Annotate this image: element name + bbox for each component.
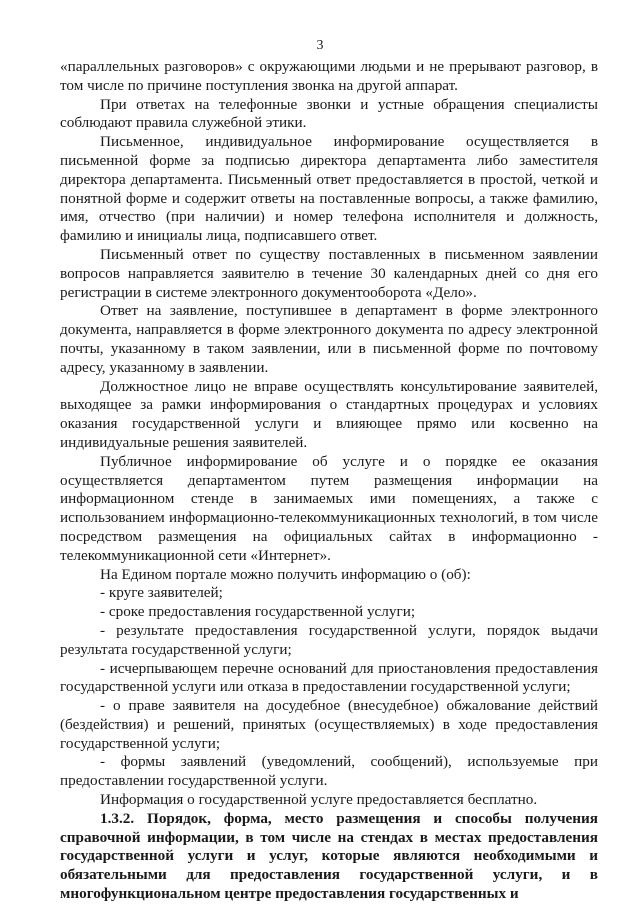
paragraph: - исчерпывающем перечне оснований для приостановления предоставления государственной услуги или отказа в предоставлении государственной услуги; bbox=[60, 659, 598, 696]
paragraph: Письменный ответ по существу поставленных в письменном заявлении вопросов направляется заявителю в течение 30 календарных дней со дня его регистрации в системе электронного документооборота «Дело». bbox=[60, 245, 598, 301]
paragraph: Должностное лицо не вправе осуществлять консультирование заявителей, выходящее за рамки информирования о стандартных процедурах и условиях оказания государственной услуги и влияющее прямо или косвенно на индивидуальные решения заявителей. bbox=[60, 377, 598, 451]
paragraph: При ответах на телефонные звонки и устные обращения специалисты соблюдают правила служебной этики. bbox=[60, 95, 598, 132]
paragraph: - результате предоставления государственной услуги, порядок выдачи результата государственной услуги; bbox=[60, 621, 598, 658]
paragraph: - сроке предоставления государственной услуги; bbox=[100, 603, 416, 621]
document-body bbox=[60, 58, 598, 904]
paragraph: «параллельных разговоров» с окружающими людьми и не прерывают разговор, в том числе по причине поступления звонка на другой аппарат. bbox=[60, 58, 598, 94]
paragraph: Публичное информирование об услуге и о порядке ее оказания осуществляется департаментом путем размещения информации на информационном стенде в занимаемых ими помещениях, а также с использованием информационно-телекоммуникационных технологий, в том числе посредством размещения на официальных сайтах в информационно - телекоммуникационной сети «Интернет». bbox=[60, 452, 598, 564]
paragraph: Ответ на заявление, поступившее в департамент в форме электронного документа, направляется в форме электронного документа по адресу электронной почты, указанному в таком заявлении, или в письменной форме по почтовому адресу, указанному в заявлении. bbox=[60, 302, 598, 376]
paragraph: Письменное, индивидуальное информирование осуществляется в письменной форме за подписью директора департамента либо заместителя директора департамента. Письменный ответ предоставляется в простой, четкой и понятной форме и содержит ответы на поставленные вопросы, а также фамилию, имя, отчество (при наличии) и номер телефона исполнителя и должность, фамилию и инициалы лица, подписавшего ответ. bbox=[60, 133, 598, 245]
paragraph: - круге заявителей; bbox=[100, 584, 223, 602]
paragraph: Информация о государственной услуге предоставляется бесплатно. bbox=[100, 791, 538, 809]
paragraph: - о праве заявителя на досудебное (внесудебное) обжалование действий (бездействия) и решений, принятых (осуществляемых) в ходе предоставления государственной услуги; bbox=[60, 697, 598, 752]
section-heading: 1.3.2. Порядок, форма, место размещения и способы получения справочной информации, в том числе на стендах в местах предоставления государственной услуги и услуг, которые являются необходимыми и обязательными для предоставления государственной услуги, и в многофункциональном центре предоставления государственных и bbox=[60, 809, 598, 903]
paragraph: На Едином портале можно получить информацию о (об): bbox=[100, 565, 471, 583]
page-number: 3 bbox=[316, 38, 324, 53]
paragraph: - формы заявлений (уведомлений, сообщений), используемые при предоставлении государственной услуги. bbox=[60, 753, 598, 790]
